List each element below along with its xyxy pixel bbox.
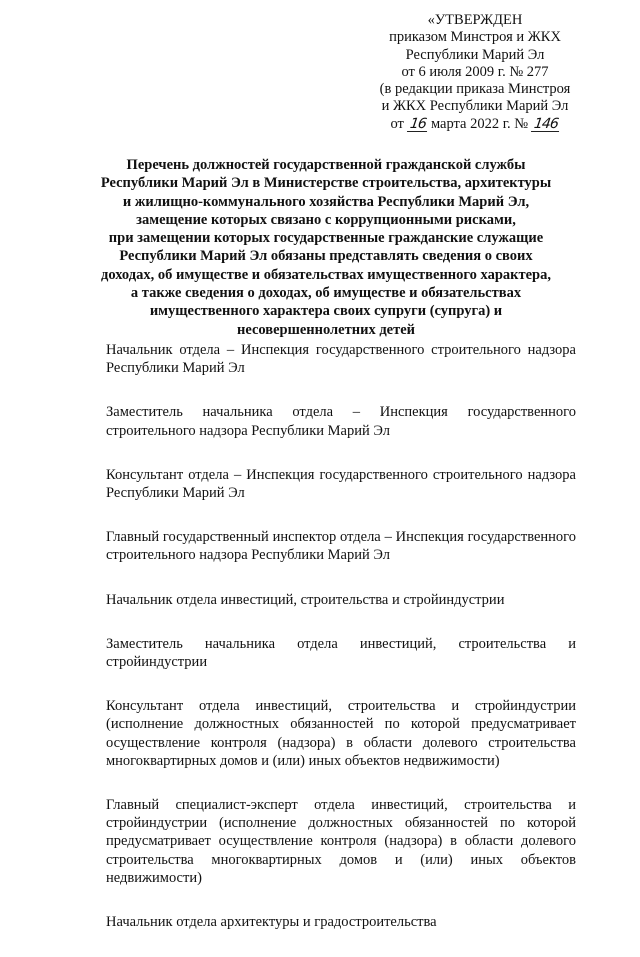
position-item: Главный государственный инспектор отдела – Инспекция государственного строительного надзора Республики Марий Эл bbox=[106, 529, 576, 564]
title-line: доходах, об имуществе и обязательствах имущественного характера, bbox=[101, 266, 551, 283]
approval-date-middle: марта 2022 г. № bbox=[430, 115, 529, 132]
approval-line: Республики Марий Эл bbox=[405, 46, 545, 63]
title-line: при замещении которых государственные гражданские служащие bbox=[108, 230, 544, 247]
position-item: Заместитель начальника отдела – Инспекция государственного строительного надзора Республики Марий Эл bbox=[106, 404, 576, 439]
title-line: Республики Марий Эл в Министерстве строительства, архитектуры bbox=[100, 175, 552, 192]
positions-list bbox=[106, 341, 576, 957]
approval-line: от 6 июля 2009 г. № 277 bbox=[401, 63, 549, 80]
title-line: имущественного характера своих супруги (супруга) и bbox=[149, 303, 503, 320]
approval-date-prefix: от bbox=[390, 115, 404, 132]
document-title bbox=[96, 156, 556, 339]
position-item: Консультант отдела – Инспекция государственного строительного надзора Республики Марий Эл bbox=[106, 466, 576, 502]
position-item: Заместитель начальника отдела инвестиций, строительства и стройиндустрии bbox=[106, 635, 576, 671]
approval-line: (в редакции приказа Минстроя bbox=[379, 81, 571, 98]
title-line: несовершеннолетних детей bbox=[236, 321, 416, 338]
position-item: Консультант отдела инвестиций, строительства и стройиндустрии (исполнение должностных обязанностей по которой предусматривает осуществление контроля (надзора) в области долевого строительства многоквартирных домов и (или) иных объектов недвижимости) bbox=[106, 698, 576, 769]
position-item: Начальник отдела архитектуры и градостроительства bbox=[106, 914, 437, 931]
title-line: замещение которых связано с коррупционными рисками, bbox=[136, 211, 516, 228]
position-item: Начальник отдела – Инспекция государственного строительного надзора Республики Марий Эл bbox=[106, 342, 576, 377]
approval-date-line bbox=[360, 116, 590, 133]
approval-line: приказом Минстроя и ЖКХ bbox=[389, 29, 561, 46]
title-line: Республики Марий Эл обязаны представлять сведения о своих bbox=[119, 248, 533, 265]
handwritten-day: 16 bbox=[408, 115, 427, 132]
approval-stamp bbox=[360, 12, 590, 133]
approval-line: и ЖКХ Республики Марий Эл bbox=[381, 98, 569, 115]
approval-line: «УТВЕРЖДЕН bbox=[427, 12, 523, 28]
position-item: Начальник отдела инвестиций, строительства и стройиндустрии bbox=[106, 591, 505, 608]
position-item: Главный специалист-эксперт отдела инвестиций, строительства и стройиндустрии (исполнение должностных обязанностей по которой предусматривает осуществление контроля (надзора) в области долевого строительства многоквартирных домов и (или) иных объектов недвижимости) bbox=[106, 797, 576, 886]
title-line: Перечень должностей государственной гражданской службы bbox=[126, 157, 526, 173]
title-line: и жилищно-коммунального хозяйства Республики Марий Эл, bbox=[122, 193, 530, 210]
title-line: а также сведения о доходах, об имуществе и обязательствах bbox=[130, 285, 522, 302]
handwritten-number: 146 bbox=[532, 115, 559, 132]
